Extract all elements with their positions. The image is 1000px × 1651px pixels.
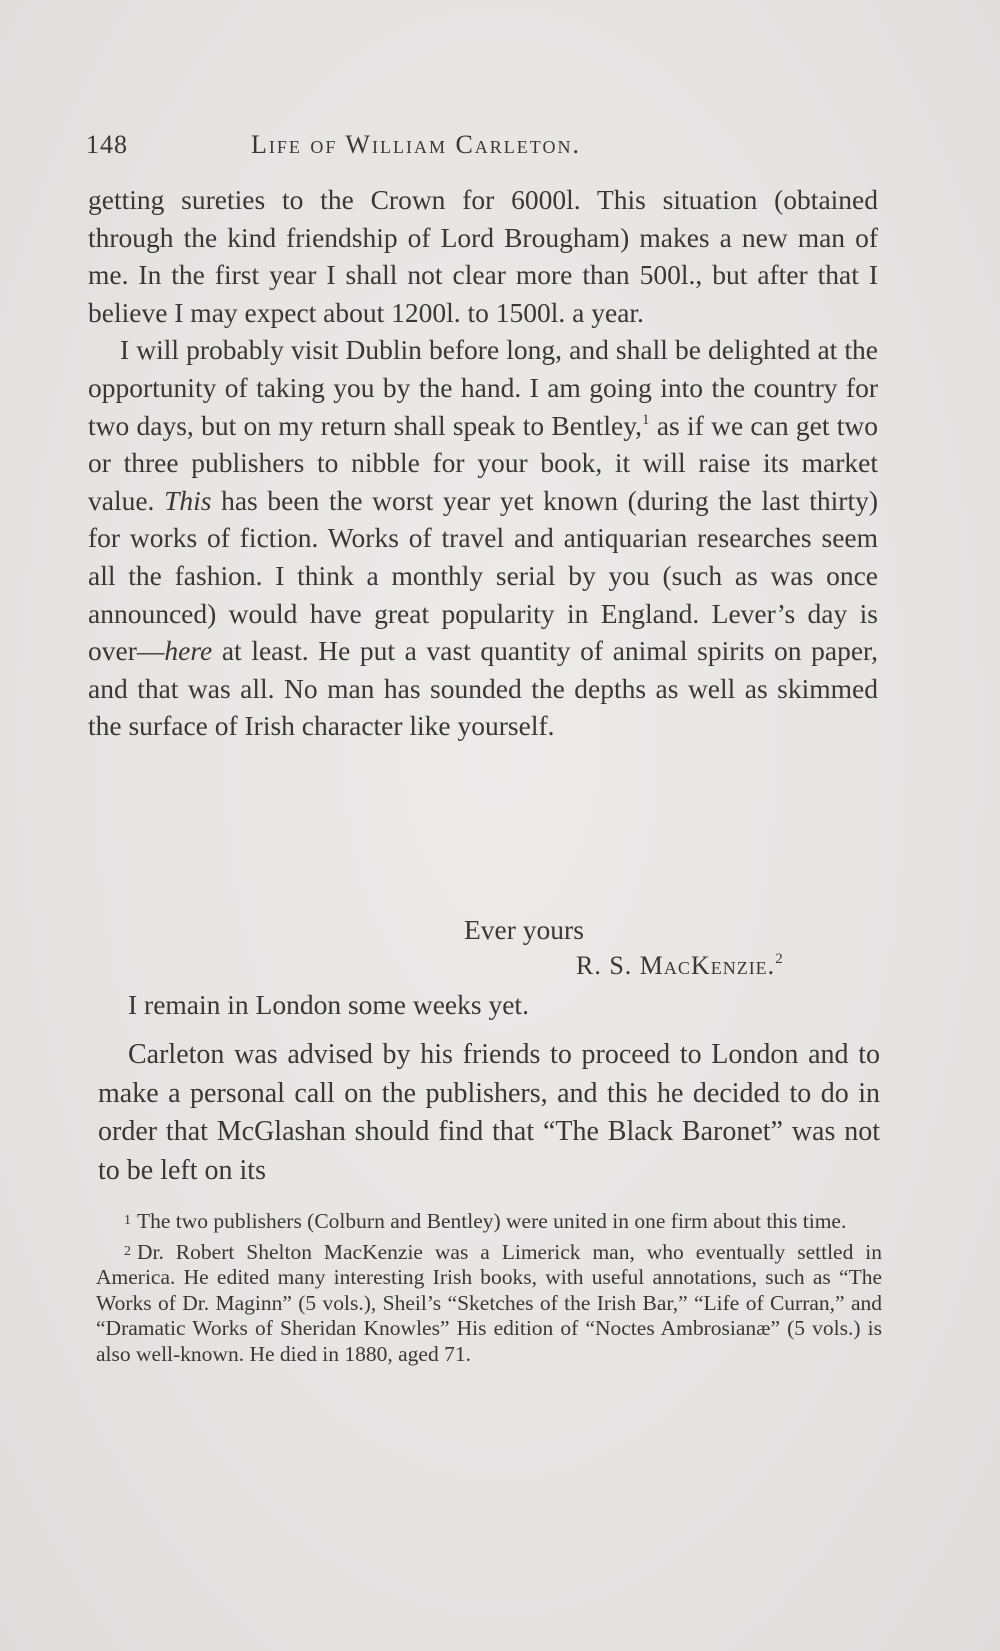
letter-paragraph-2-part-3: has been the worst year yet known (during the last thirty) for works of fiction. Works of travel and antiquarian researches seem all the fashion. I think a monthly serial by you (such as was once announced) would have great popularity in England. Lever’s day is over— xyxy=(88,484,878,667)
footnote-ref-2: 2 xyxy=(775,951,784,967)
footnote-ref-1: 1 xyxy=(642,411,650,428)
page-header xyxy=(86,130,876,170)
footnotes xyxy=(96,1208,882,1371)
letter-postscript: I remain in London some weeks yet. xyxy=(128,989,529,1020)
letter-paragraph-2-part-4: at least. He put a vast quantity of animal spirits on paper, and that was all. No man has sounded the depths as well as skimmed the surface of Irish character like yourself. xyxy=(88,635,878,742)
letter-signature xyxy=(576,951,784,981)
page-number: 148 xyxy=(86,130,128,159)
running-title: Life of William Carleton. xyxy=(251,130,581,159)
footnote-1 xyxy=(96,1208,882,1235)
letter-paragraph-2 xyxy=(88,331,878,745)
footnote-2-mark: 2 xyxy=(124,1243,131,1259)
footnote-2 xyxy=(96,1239,882,1368)
signature-name: R. S. MacKenzie. xyxy=(576,951,776,980)
letter-body xyxy=(88,181,878,745)
footnote-1-mark: 1 xyxy=(124,1213,131,1228)
letter-paragraph-2-part-1: I will probably visit Dublin before long, and shall be delighted at the opportunity of taking you by the hand. I am going into the country for two days, but on my return shall speak to Bentley, xyxy=(88,334,878,441)
letter-paragraph-2-part-2: as if we can get two or three publishers to nibble for your book, it will raise its market value. xyxy=(88,409,878,516)
letter-paragraph-1: getting sureties to the Crown for 6000l. This situation (obtained through the kind friendship of Lord Brougham) makes a new man of me. In the first year I shall not clear more than 500l., but after that I believe I may expect about 1200l. to 1500l. a year. xyxy=(88,184,878,328)
emphasis-this: This xyxy=(164,484,212,516)
emphasis-here: here xyxy=(164,635,213,667)
narrative-paragraph: Carleton was advised by his friends to proceed to London and to make a personal call on the publishers, and this he decided to do in order that McGlashan should find that “The Black Baronet” was not to be left on its xyxy=(98,1039,880,1186)
footnote-1-text: The two publishers (Colburn and Bentley) were united in one firm about this time. xyxy=(137,1209,847,1233)
footnote-2-text: Dr. Robert Shelton MacKenzie was a Limerick man, who eventually settled in America. He edited many interesting Irish books, with useful annotations, such as “The Works of Dr. Maginn” (5 vols.), Sheil’s “Sketches of the Irish Bar,” “Life of Curran,” and “Dramatic Works of Sheridan Knowles” His edition of “Noctes Ambrosianæ” (5 vols.) is also well-known. He died in 1880, aged 71. xyxy=(96,1239,882,1366)
letter-valediction: Ever yours xyxy=(464,914,584,945)
